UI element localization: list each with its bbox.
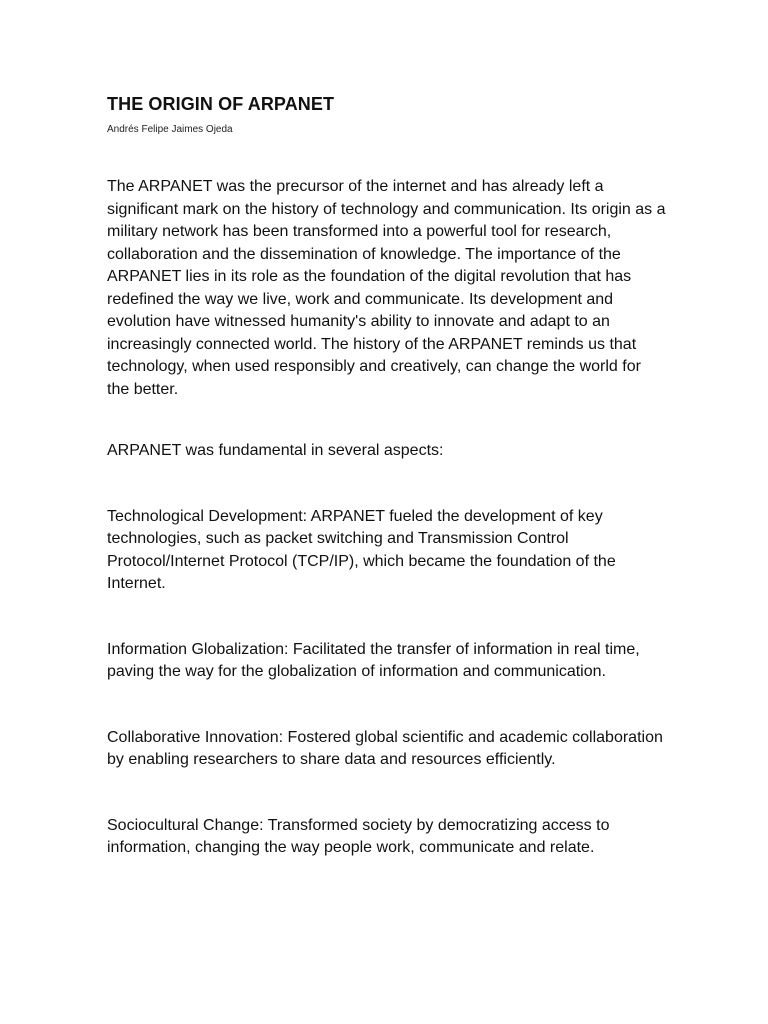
aspects-lead-paragraph: ARPANET was fundamental in several aspects: bbox=[107, 442, 444, 459]
document-content bbox=[107, 92, 667, 860]
aspect-collaborative-innovation: Collaborative Innovation: Fostered global scientific and academic collaboration by enabling researchers to share data and resources efficiently. bbox=[107, 728, 663, 768]
document-title: THE ORIGIN OF ARPANET bbox=[107, 94, 335, 114]
aspect-technological-development: Technological Development: ARPANET fueled the development of key technologies, such as packet switching and Transmission Control Protocol/Internet Protocol (TCP/IP), which became the foundation of the Internet. bbox=[107, 507, 616, 592]
aspect-information-globalization: Information Globalization: Facilitated the transfer of information in real time, paving the way for the globalization of information and communication. bbox=[107, 640, 640, 680]
author-name: Andrés Felipe Jaimes Ojeda bbox=[107, 124, 233, 135]
intro-paragraph: The ARPANET was the precursor of the internet and has already left a significant mark on the history of technology and communication. Its origin as a military network has been transformed into a powerful tool for research, collaboration and the dissemination of knowledge. The importance of the ARPANET lies in its role as the foundation of the digital revolution that has redefined the way we live, work and communicate. Its development and evolution have witnessed humanity's ability to innovate and adapt to an increasingly connected world. The history of the ARPANET reminds us that technology, when used responsibly and creatively, can change the world for the better. bbox=[107, 178, 666, 398]
aspect-sociocultural-change: Sociocultural Change: Transformed society by democratizing access to information, changing the way people work, communicate and relate. bbox=[107, 816, 610, 856]
